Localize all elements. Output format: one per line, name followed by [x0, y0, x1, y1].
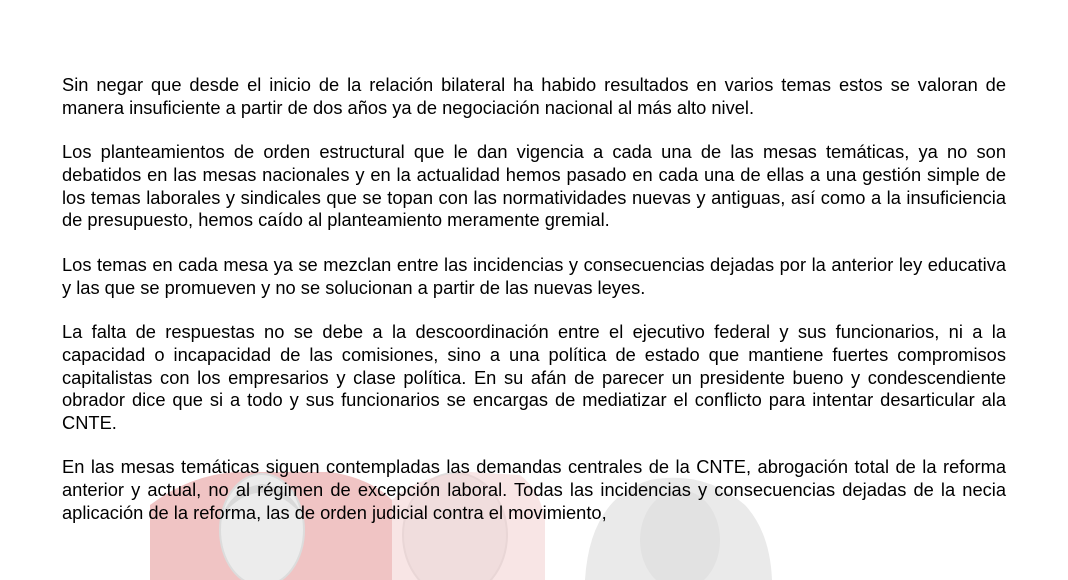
paragraph-5: En las mesas temáticas siguen contempladas las demandas centrales de la CNTE, abrogación total de la reforma anterior y actual, no al régimen de excepción laboral. Todas las incidencias y consecuencias dejadas de la necia aplicación de la reforma, las de orden judicial contra el movimiento,	[62, 456, 1006, 523]
paragraph-4: La falta de respuestas no se debe a la descoordinación entre el ejecutivo federal y sus funcionarios, ni a la capacidad o incapacidad de las comisiones, sino a una política de estado que mantiene fuertes compromisos capitalistas con los empresarios y clase política. En su afán de parecer un presidente bueno y condescendiente obrador dice que si a todo y sus funcionarios se encargas de mediatizar el conflicto para intentar desarticular ala CNTE.	[62, 321, 1006, 433]
document-body	[62, 74, 1006, 546]
paragraph-1: Sin negar que desde el inicio de la relación bilateral ha habido resultados en varios temas estos se valoran de manera insuficiente a partir de dos años ya de negociación nacional al más alto nivel.	[62, 74, 1006, 118]
paragraph-2: Los planteamientos de orden estructural que le dan vigencia a cada una de las mesas temáticas, ya no son debatidos en las mesas nacionales y en la actualidad hemos pasado en cada una de ellas a una gestión simple de los temas laborales y sindicales que se topan con las normatividades nuevas y antiguas, así como a la insuficiencia de presupuesto, hemos caído al planteamiento meramente gremial.	[62, 141, 1006, 231]
paragraph-3: Los temas en cada mesa ya se mezclan entre las incidencias y consecuencias dejadas por la anterior ley educativa y las que se promueven y no se solucionan a partir de las nuevas leyes.	[62, 253, 1006, 298]
